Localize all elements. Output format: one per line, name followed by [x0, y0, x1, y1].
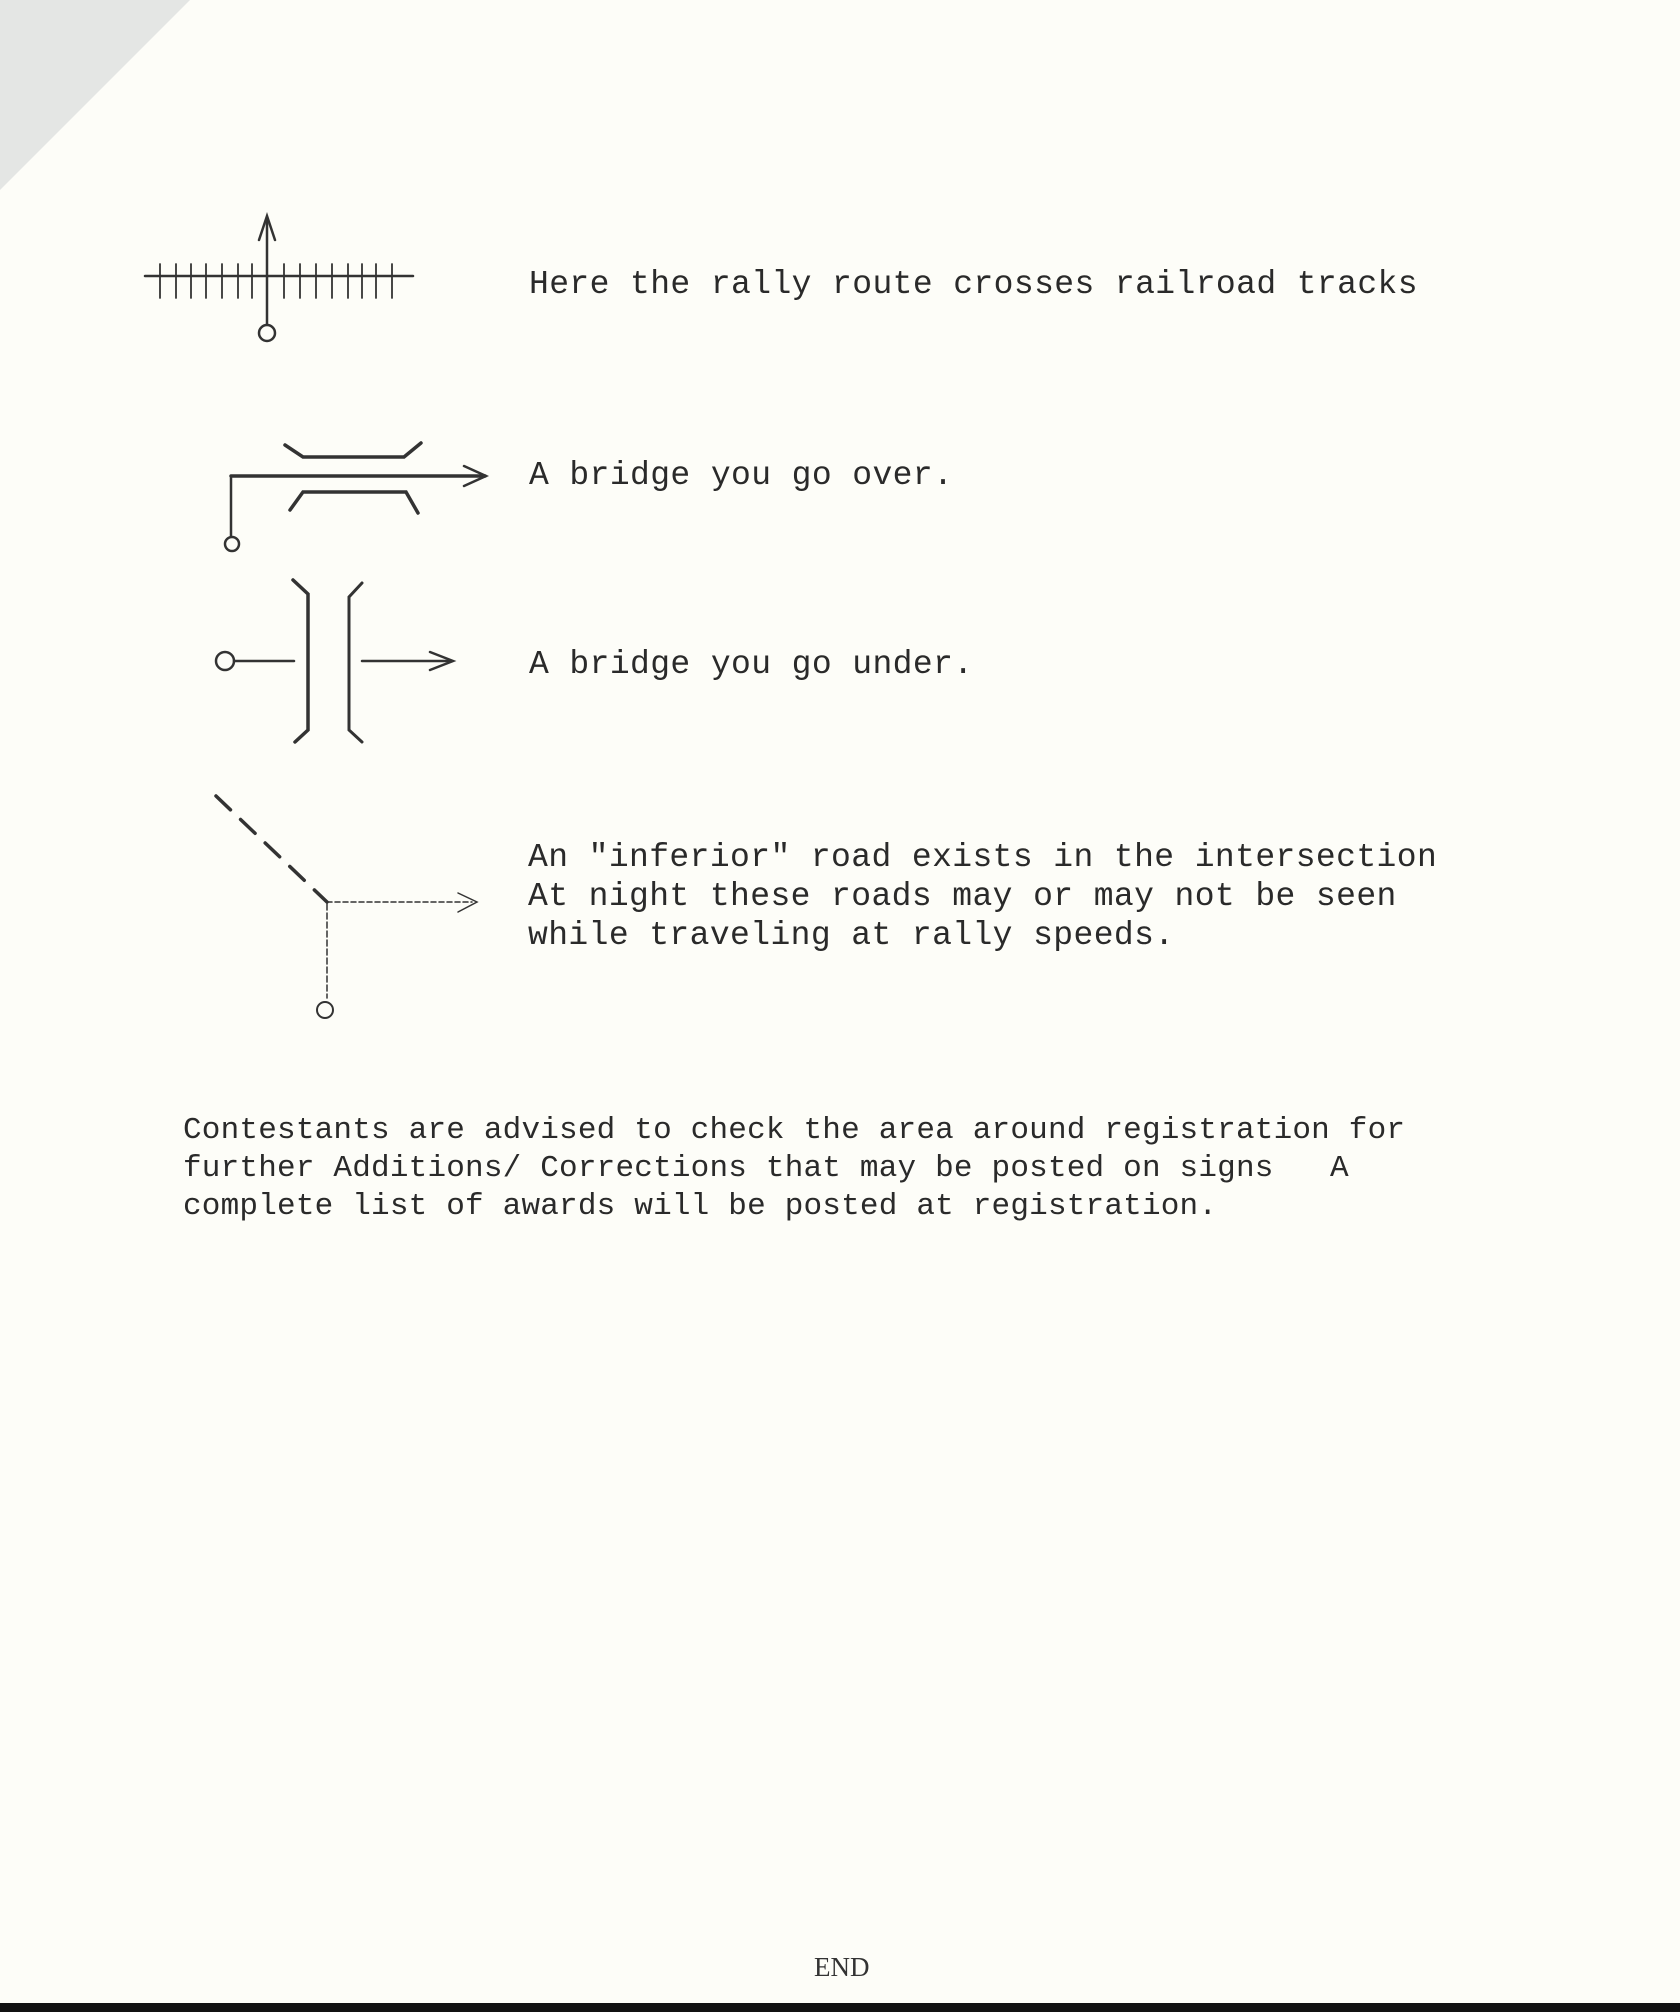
scan-bottom-edge	[0, 2003, 1680, 2012]
notice-line: complete list of awards will be posted at registration.	[183, 1189, 1218, 1224]
legend-text-bridge-over: A bridge you go over.	[529, 457, 954, 494]
bridge-under-icon	[216, 580, 453, 742]
bridge-over-icon	[225, 443, 486, 551]
legend-text-inferior-road-2: At night these roads may or may not be seen	[528, 878, 1397, 915]
legend-text-inferior-road-3: while traveling at rally speeds.	[528, 917, 1175, 954]
legend-text-railroad: Here the rally route crosses railroad tracks	[529, 266, 1418, 303]
legend-text-bridge-under: A bridge you go under.	[529, 646, 974, 683]
end-label: END	[814, 1952, 870, 1982]
registration-notice	[183, 1112, 1405, 1226]
railroad-crossing-icon	[145, 216, 413, 341]
legend-text-inferior-road-1: An "inferior" road exists in the intersection	[528, 839, 1438, 876]
inferior-road-icon	[216, 796, 477, 1018]
notice-line: Contestants are advised to check the area around registration for	[183, 1113, 1406, 1148]
notice-line: further Additions/ Corrections that may be posted on signs A	[183, 1151, 1349, 1186]
